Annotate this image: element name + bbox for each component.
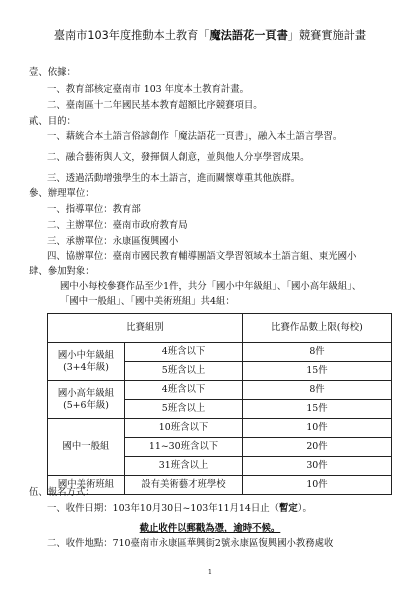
condition-cell: 11~30班含以下 [125, 438, 243, 457]
section1-heading: 壹、依據： [29, 67, 76, 78]
title-prefix: 臺南市103年度推動本土教育「 [53, 29, 210, 42]
table-row [48, 476, 392, 495]
group-cell [48, 381, 125, 419]
section3-item-3: 三、承辦單位：永康區復興國小 [47, 236, 179, 247]
section3-item-2: 二、主辦單位：臺南市政府教育局 [47, 220, 188, 231]
group-name: 國中美術班組 [57, 479, 115, 490]
section5-item-1 [47, 503, 312, 515]
deadline-note: 截止收件以郵戳為憑，逾時不候。 [139, 523, 281, 534]
section3-item-4: 四、協辦單位：臺南市國民教育輔導團語文學習領域本土語言組、東光國小 [47, 251, 357, 262]
section3-item-1: 一、指導單位：教育部 [47, 204, 141, 215]
group-name: 國小高年級組 [57, 387, 115, 399]
limit-cell: 8件 [243, 381, 392, 400]
section4-desc-line-1: 國中小每校參賽作品至少1件，共分「國小中年級組」、「國小高年級組」、 [60, 281, 362, 292]
group-name: 國小中年級組 [57, 349, 115, 361]
limit-cell: 8件 [243, 343, 392, 362]
quota-table [47, 313, 392, 495]
section1-item-2: 二、臺南區十二年國民基本教育超額比序競賽項目。 [47, 100, 263, 111]
section5-item-2: 二、收件地點：710臺南市永康區華興街2號永康區復興國小教務處收 [47, 538, 334, 549]
condition-cell: 10班含以下 [125, 419, 243, 438]
condition-cell: 4班含以下 [125, 343, 243, 362]
section4-desc-line-2: 「國中一般組」、「國中美術班組」共4組： [60, 296, 235, 307]
condition-cell: 31班含以上 [125, 457, 243, 476]
title-suffix: 」競賽實施計畫 [287, 29, 367, 42]
section2-heading: 貳、目的： [29, 116, 76, 127]
section2-item-1: 一、藉統合本土語言俗諺創作「魔法語花一頁書」，融入本土語言學習。 [47, 131, 343, 142]
tentative-label: 暫定 [279, 503, 298, 514]
condition-cell: 4班含以下 [125, 381, 243, 400]
limit-cell: 10件 [243, 476, 392, 495]
page-number: 1 [207, 568, 213, 576]
table-header-row [48, 314, 392, 343]
section2-item-2: 二、融合藝術與人文，發揮個人創意，並與他人分享學習成果。 [47, 152, 310, 163]
group-name: 國中一般組 [62, 441, 110, 452]
section1-item-1: 一、教育部核定臺南市 103 年度本土教育計畫。 [47, 84, 249, 95]
condition-cell: 5班含以上 [125, 362, 243, 381]
limit-cell: 15件 [243, 400, 392, 419]
limit-cell: 30件 [243, 457, 392, 476]
table-row [48, 343, 392, 362]
table-row [48, 381, 392, 400]
collection-date-suffix: ）。 [297, 503, 312, 514]
section4-heading: 肆、參加對象： [29, 266, 95, 277]
table-row [48, 419, 392, 438]
limit-cell: 15件 [243, 362, 392, 381]
table-header-group: 比賽組別 [48, 314, 243, 343]
limit-cell: 10件 [243, 419, 392, 438]
group-cell [48, 343, 125, 381]
condition-cell: 設有美術藝才班學校 [125, 476, 243, 495]
title-event-name: 魔法語花一頁書 [209, 29, 288, 42]
document-title [0, 27, 420, 43]
table-header-limit: 比賽作品數上限(每校) [243, 314, 392, 343]
section2-item-3: 三、透過活動增強學生的本土語言，進而關懷尊重其他族群。 [47, 173, 301, 184]
group-cell [48, 419, 125, 476]
section5-heading: 伍、報名方式： [29, 487, 95, 498]
collection-date-text: 一、收件日期：103年10月30日~103年11月14日止（ [47, 503, 279, 514]
group-sub: (5+6年級) [63, 399, 109, 411]
limit-cell: 20件 [243, 438, 392, 457]
condition-cell: 5班含以上 [125, 400, 243, 419]
section3-heading: 參、辦理單位： [29, 188, 95, 199]
group-sub: (3+4年級) [63, 361, 109, 373]
